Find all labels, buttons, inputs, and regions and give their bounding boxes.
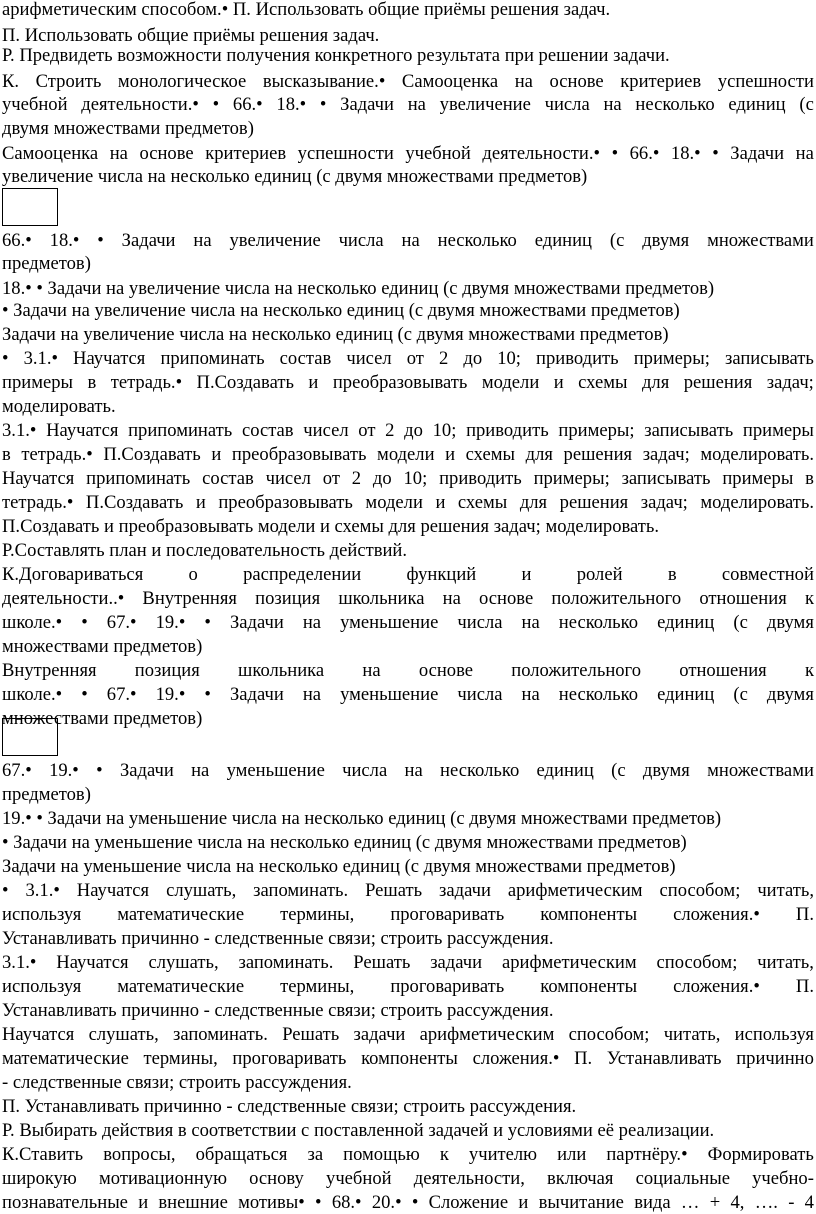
text-line: множествами предметов) <box>2 636 203 657</box>
text-line: в тетрадь.• П.Создавать и преобразовывать модели и схемы для решения задач; моделировать. <box>2 444 814 465</box>
text-line: школе.• • 67.• 19.• • Задачи на уменьшение числа на несколько единиц (с двумя <box>2 684 814 705</box>
text-line: • 3.1.• Научатся припоминать состав чисел от 2 до 10; приводить примеры; записывать <box>2 348 814 369</box>
text-line: 3.1.• Научатся слушать, запоминать. Решать задачи арифметическим способом; читать, <box>2 952 814 973</box>
text-line: предметов) <box>2 253 91 274</box>
text-line: Задачи на уменьшение числа на несколько единиц (с двумя множествами предметов) <box>2 856 676 877</box>
text-line: • Задачи на уменьшение числа на несколько единиц (с двумя множествами предметов) <box>2 832 687 853</box>
text-line: школе.• • 67.• 19.• • Задачи на уменьшение числа на несколько единиц (с двумя <box>2 612 814 633</box>
text-line: увеличение числа на несколько единиц (с двумя множествами предметов) <box>2 166 588 187</box>
text-line: Научатся слушать, запоминать. Решать задачи арифметическим способом; читать, используя <box>2 1024 814 1045</box>
text-line: 18.• • Задачи на увеличение числа на несколько единиц (с двумя множествами предметов) <box>2 278 715 299</box>
text-line: Устанавливать причинно - следственные связи; строить рассуждения. <box>2 1000 554 1021</box>
text-line: 19.• • Задачи на уменьшение числа на несколько единиц (с двумя множествами предметов) <box>2 808 722 829</box>
text-line: К. Строить монологическое высказывание.• Самооценка на основе критериев успешности <box>2 71 814 92</box>
text-line: двумя множествами предметов) <box>2 118 254 139</box>
text-line: учебной деятельности.• • 66.• 18.• • Задачи на увеличение числа на несколько единиц (с <box>2 94 814 115</box>
empty-box <box>2 188 58 226</box>
text-line: моделировать. <box>2 396 116 417</box>
text-line: предметов) <box>2 784 91 805</box>
text-line: деятельности..• Внутренняя позиция школьника на основе положительного отношения к <box>2 588 814 609</box>
text-line: П.Создавать и преобразовывать модели и схемы для решения задач; моделировать. <box>2 516 660 537</box>
text-line: Задачи на увеличение числа на несколько единиц (с двумя множествами предметов) <box>2 324 669 345</box>
text-line: Р. Выбирать действия в соответствии с поставленной задачей и условиями её реализации. <box>2 1120 715 1141</box>
text-line: арифметическим способом.• П. Использовать общие приёмы решения задач. <box>2 0 611 20</box>
text-line: Устанавливать причинно - следственные связи; строить рассуждения. <box>2 928 554 949</box>
text-line: Внутренняя позиция школьника на основе положительного отношения к <box>2 660 814 681</box>
text-line: К.Ставить вопросы, обращаться за помощью к учителю или партнёру.• Формировать <box>2 1144 814 1165</box>
text-line: познавательные и внешние мотивы• • 68.• 20.• • Сложение и вычитание вида … + 4, …. - 4 <box>2 1192 814 1213</box>
text-line: широкую мотивационную основу учебной деятельности, включая социальные учебно- <box>2 1168 814 1189</box>
text-line: 67.• 19.• • Задачи на уменьшение числа на несколько единиц (с двумя множествами <box>2 760 814 781</box>
text-line: Самооценка на основе критериев успешности учебной деятельности.• • 66.• 18.• • Задачи на <box>2 143 814 164</box>
text-line: - следственные связи; строить рассуждения. <box>2 1072 352 1093</box>
text-line: К.Договариваться о распределении функций и ролей в совместной <box>2 564 814 585</box>
text-line: • 3.1.• Научатся слушать, запоминать. Решать задачи арифметическим способом; читать, <box>2 880 814 901</box>
text-line: • Задачи на увеличение числа на несколько единиц (с двумя множествами предметов) <box>2 300 680 321</box>
text-line: математические термины, проговаривать компоненты сложения.• П. Устанавливать причинно <box>2 1048 814 1069</box>
text-line: П. Использовать общие приёмы решения задач. <box>2 25 380 46</box>
text-line: используя математические термины, проговаривать компоненты сложения.• П. <box>2 976 814 997</box>
text-line: П. Устанавливать причинно - следственные связи; строить рассуждения. <box>2 1096 577 1117</box>
text-line: используя математические термины, проговаривать компоненты сложения.• П. <box>2 904 814 925</box>
text-line: 66.• 18.• • Задачи на увеличение числа на несколько единиц (с двумя множествами <box>2 230 814 251</box>
text-line: тетрадь.• П.Создавать и преобразовывать модели и схемы для решения задач; моделировать. <box>2 492 814 513</box>
text-line: примеры в тетрадь.• П.Создавать и преобразовывать модели и схемы для решения задач; <box>2 372 814 393</box>
text-line: Р. Предвидеть возможности получения конкретного результата при решении задачи. <box>2 45 670 66</box>
text-line: Научатся припоминать состав чисел от 2 до 10; приводить примеры; записывать примеры в <box>2 468 814 489</box>
text-line: Р.Составлять план и последовательность действий. <box>2 540 408 561</box>
text-line: 3.1.• Научатся припоминать состав чисел от 2 до 10; приводить примеры; записывать примеры <box>2 420 814 441</box>
text-line: множествами предметов) <box>2 708 203 729</box>
